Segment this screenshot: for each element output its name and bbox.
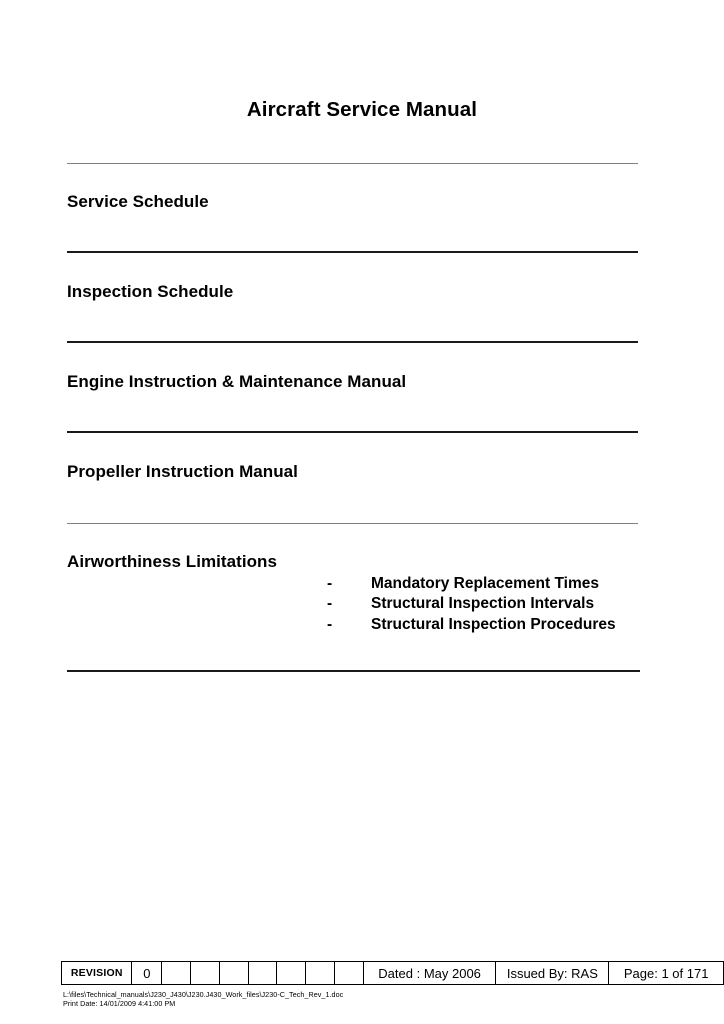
footer-file-metadata (63, 990, 343, 1008)
table-row (62, 962, 724, 985)
section-title-airworthiness-limitations: Airworthiness Limitations (67, 552, 277, 571)
footer-file-path: L:\files\Technical_manuals\J230_J430\J230.J430_Work_files\J230-C_Tech_Rev_1.doc (63, 990, 344, 999)
list-item-label: Structural Inspection Intervals (371, 595, 595, 613)
footer-dated: Dated : May 2006 (363, 962, 496, 985)
page-title: Aircraft Service Manual (246, 98, 478, 121)
rule-below-service-schedule (67, 251, 638, 253)
rule-below-inspection-schedule (67, 341, 638, 343)
section-title-inspection-schedule: Inspection Schedule (67, 282, 234, 301)
footer-revision-blank-2 (191, 962, 220, 985)
dash-marker: - (327, 595, 333, 613)
footer-revision-label: REVISION (62, 962, 132, 985)
footer-revision-blank-7 (335, 962, 364, 985)
airworthiness-item-list (327, 574, 657, 635)
footer-revision-blank-1 (162, 962, 191, 985)
section-airworthiness-limitations (67, 552, 647, 572)
footer-issued-by: Issued By: RAS (496, 962, 609, 985)
section-inspection-schedule (67, 282, 647, 302)
rule-below-propeller-manual (67, 523, 638, 524)
list-item-label: Mandatory Replacement Times (371, 575, 599, 592)
section-title-engine-manual: Engine Instruction & Maintenance Manual (67, 372, 407, 391)
footer-revision-table (61, 961, 724, 985)
footer-revision-blank-3 (219, 962, 248, 985)
section-engine-manual (67, 372, 647, 392)
section-title-service-schedule: Service Schedule (67, 192, 209, 211)
list-item (327, 574, 657, 594)
footer-print-date: Print Date: 14/01/2009 4:41:00 PM (63, 999, 176, 1009)
footer-revision-blank-6 (306, 962, 335, 985)
rule-below-engine-manual (67, 431, 638, 433)
footer-revision-value: 0 (132, 962, 162, 985)
footer-revision-blank-5 (277, 962, 306, 985)
list-item-label: Structural Inspection Procedures (371, 615, 616, 633)
section-propeller-manual (67, 462, 647, 482)
footer-revision-blank-4 (248, 962, 277, 985)
footer-page-number: Page: 1 of 171 (609, 962, 724, 985)
rule-below-airworthiness-limitations (67, 670, 640, 672)
section-title-propeller-manual: Propeller Instruction Manual (67, 462, 298, 481)
list-item (327, 615, 657, 635)
section-service-schedule (67, 192, 647, 212)
dash-marker: - (327, 575, 333, 592)
dash-marker: - (327, 615, 333, 633)
list-item (327, 594, 657, 614)
rule-below-title (67, 163, 638, 164)
